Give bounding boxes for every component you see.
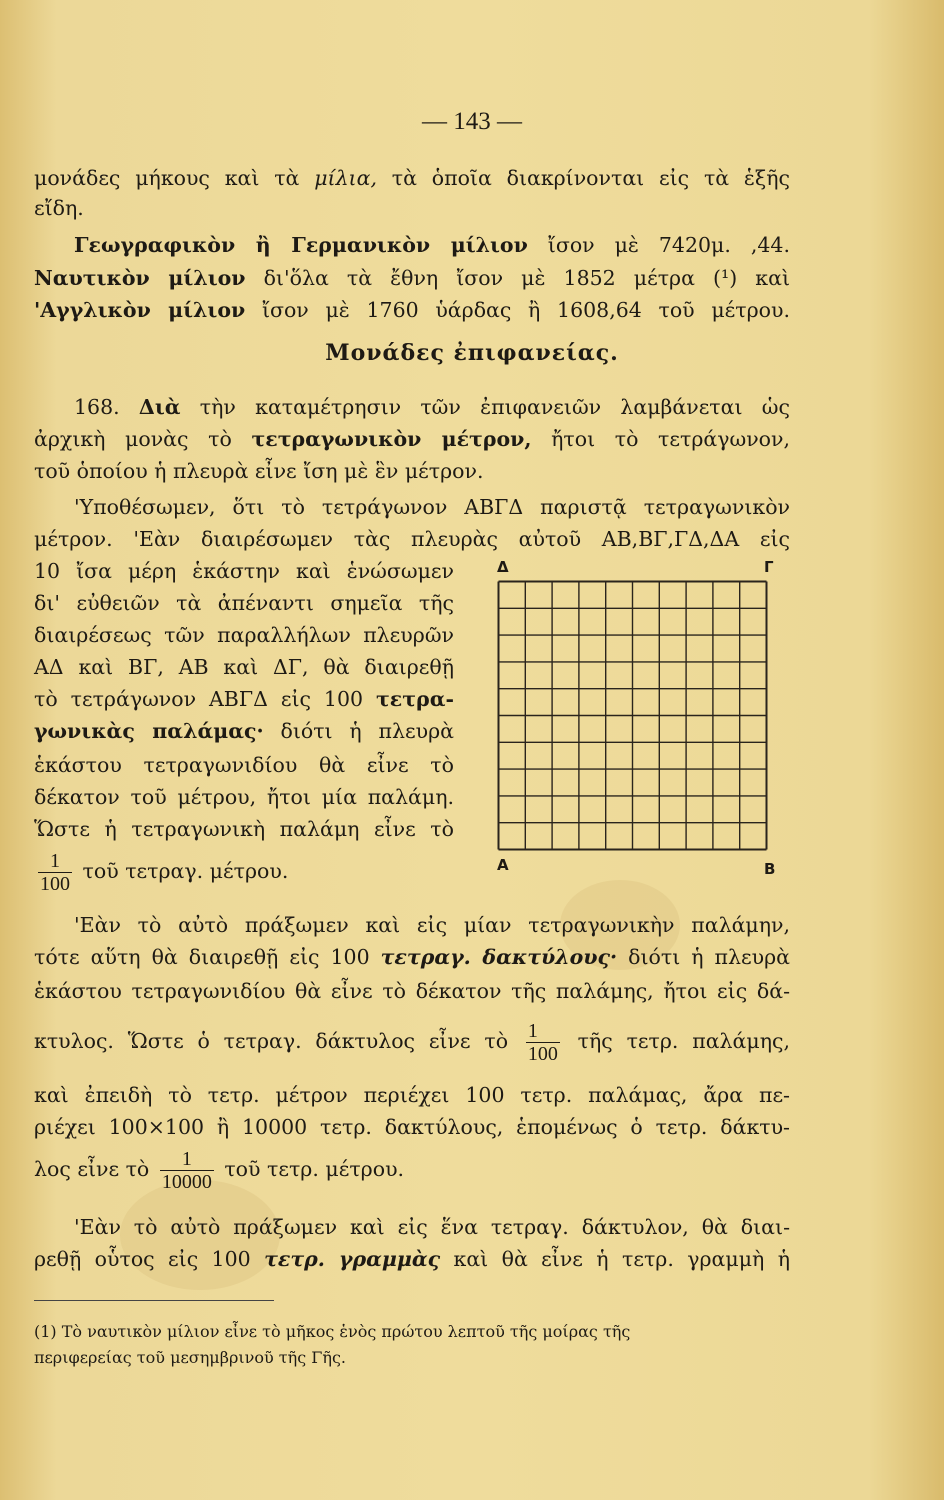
text-line: ριέχει 100×100 ἢ 10000 τετρ. δακτύλους, ἑπομένως ὁ τετρ. δάκτυ- <box>34 1115 790 1139</box>
text-line: γωνικὰς παλάμας· διότι ἡ πλευρὰ <box>34 719 454 743</box>
text-line: δι' εὐθειῶν τὰ ἀπέναντι σημεῖα τῆς <box>34 591 454 615</box>
text-line: 'Υποθέσωμεν, ὅτι τὸ τετράγωνον ΑΒΓΔ παριστᾷ τετραγωνικὸν <box>74 495 790 519</box>
text-line: εἴδη. <box>34 196 84 220</box>
text-line: Ὥστε ἡ τετραγωνικὴ παλάμη εἶνε τὸ <box>34 817 454 841</box>
text-line: τοῦ ὁποίου ἡ πλευρὰ εἶνε ἴση μὲ ἓν μέτρον. <box>34 459 484 483</box>
fraction: $\frac{1}{10000}$ <box>161 1148 212 1193</box>
footnote-line: (1) Τὸ ναυτικὸν μίλιον εἶνε τὸ μῆκος ἑνὸς πρώτου λεπτοῦ τῆς μοίρας τῆς <box>34 1322 631 1341</box>
text-line: λος εἶνε τὸ $\frac{1}{10000}$ τοῦ τετρ. μέτρου. <box>34 1148 405 1193</box>
text-line: Ναυτικὸν μίλιον δι'ὅλα τὰ ἔθνη ἴσον μὲ 1852 μέτρα (¹) καὶ <box>34 266 790 290</box>
footnote-line: περιφερείας τοῦ μεσημβρινοῦ τῆς Γῆς. <box>34 1348 347 1367</box>
text-line: καὶ ἐπειδὴ τὸ τετρ. μέτρον περιέχει 100 τετρ. παλάμας, ἄρα πε- <box>34 1083 790 1107</box>
text-line: μονάδες μήκους καὶ τὰ μίλια, τὰ ὁποῖα διακρίνονται εἰς τὰ ἑξῆς <box>34 166 790 190</box>
text-line: μέτρον. 'Εὰν διαιρέσωμεν τὰς πλευρὰς αὐτοῦ ΑΒ,ΒΓ,ΓΔ,ΔΑ εἰς <box>34 527 790 551</box>
text-line: ρεθῇ οὗτος εἰς 100 τετρ. γραμμὰς καὶ θὰ εἶνε ἡ τετρ. γραμμὴ ἡ <box>34 1247 790 1271</box>
text-line: 168. Διὰ τὴν καταμέτρησιν τῶν ἐπιφανειῶν λαμβάνεται ὡς <box>74 395 790 419</box>
corner-label-bottom-left: Α <box>497 856 509 874</box>
text-line: ΑΔ καὶ ΒΓ, ΑΒ καὶ ΔΓ, θὰ διαιρεθῇ <box>34 655 454 679</box>
text-line: $\frac{1}{100}$ τοῦ τετραγ. μέτρου. <box>40 850 289 895</box>
footnote-rule <box>34 1300 274 1301</box>
text-line: 'Εὰν τὸ αὐτὸ πράξωμεν καὶ εἰς ἕνα τετραγ. δάκτυλον, θὰ διαι- <box>74 1215 790 1239</box>
text-line: 'Εὰν τὸ αὐτὸ πράξωμεν καὶ εἰς μίαν τετραγωνικὴν παλάμην, <box>74 913 790 937</box>
text-line: 'Αγγλικὸν μίλιον ἴσον μὲ 1760 ὑάρδας ἢ 1608,64 τοῦ μέτρου. <box>34 298 790 322</box>
text-line: διαιρέσεως τῶν παραλλήλων πλευρῶν <box>34 623 454 647</box>
fraction: $\frac{1}{100}$ <box>527 1020 558 1065</box>
text-line: ἑκάστου τετραγωνιδίου θὰ εἶνε τὸ <box>34 753 454 777</box>
text-line: Γεωγραφικὸν ἢ Γερμανικὸν μίλιον ἴσον μὲ 7420μ. ,44. <box>74 233 790 257</box>
text-line: ἑκάστου τετραγωνιδίου θὰ εἶνε τὸ δέκατον τῆς παλάμης, ἤτοι εἰς δά- <box>34 979 790 1003</box>
corner-label-top-right: Γ <box>764 558 774 576</box>
text-line: κτυλος. Ὥστε ὁ τετραγ. δάκτυλος εἶνε τὸ $\frac{1}{100}$ τῆς τετρ. παλάμης, <box>34 1020 790 1065</box>
corner-label-top-left: Δ <box>497 558 509 576</box>
square-grid-figure <box>497 580 768 851</box>
text-line: 10 ἴσα μέρη ἑκάστην καὶ ἑνώσωμεν <box>34 559 454 583</box>
text-line: δέκατον τοῦ μέτρου, ἤτοι μία παλάμη. <box>34 785 454 809</box>
text-line: τὸ τετράγωνον ΑΒΓΔ εἰς 100 τετρα- <box>34 687 454 711</box>
corner-label-bottom-right: Β <box>764 860 776 878</box>
page-number: — 143 — <box>422 108 522 135</box>
text-line: τότε αὕτη θὰ διαιρεθῇ εἰς 100 τετραγ. δακτύλους· διότι ἡ πλευρὰ <box>34 945 790 969</box>
text-line: ἀρχικὴ μονὰς τὸ τετραγωνικὸν μέτρον, ἤτοι τὸ τετράγωνον, <box>34 427 790 451</box>
section-heading: Μονάδες ἐπιφανείας. <box>325 340 619 366</box>
fraction: $\frac{1}{100}$ <box>40 850 70 895</box>
grid-svg <box>497 580 768 851</box>
